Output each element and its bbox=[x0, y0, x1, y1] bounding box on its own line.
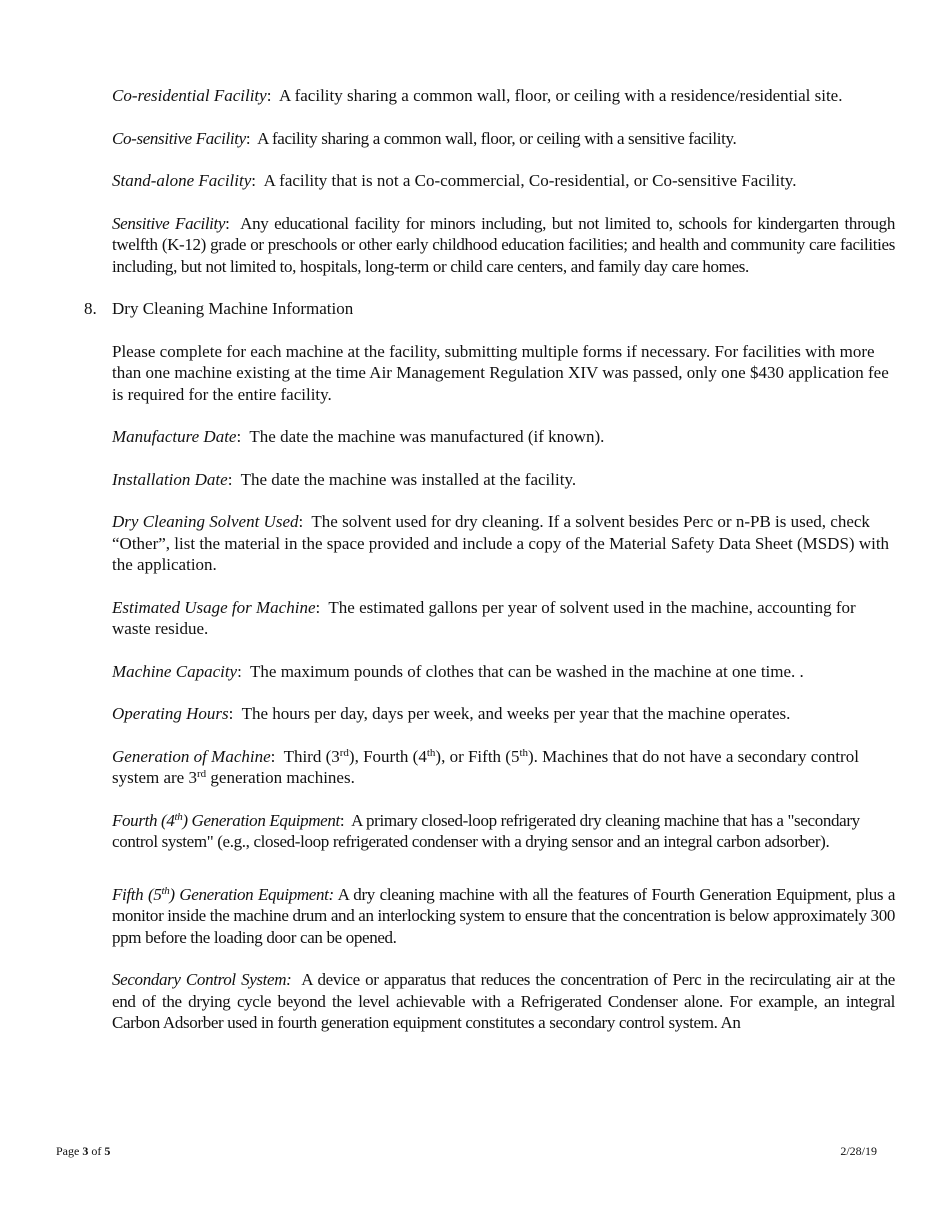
field-term: Installation Date bbox=[112, 469, 228, 489]
field-term-part: Fifth (5 bbox=[112, 884, 162, 904]
field-text: The date the machine was installed at the facility. bbox=[240, 469, 577, 489]
superscript: rd bbox=[339, 746, 349, 759]
field-term: Generation of Machine bbox=[112, 746, 271, 766]
superscript: th bbox=[161, 884, 170, 897]
definition-text: Any educational facility for minors including, but not limited to, schools for kindergarten through twelfth (K-12) grade or preschools or other early childhood education facilities; and health and community care facilities including, but not limited to, hospitals, long-term or child care centers, and family day care homes. bbox=[112, 213, 895, 276]
field-text: The maximum pounds of clothes that can be washed in the machine at one time. . bbox=[250, 661, 804, 681]
section-number: 8. bbox=[84, 299, 97, 318]
superscript: th bbox=[426, 746, 436, 759]
superscript: rd bbox=[196, 768, 207, 780]
field-term bbox=[112, 885, 334, 904]
field-term-part: ) Generation Equipment bbox=[182, 810, 340, 830]
field-text: The date the machine was manufactured (if known). bbox=[249, 427, 605, 446]
field-capacity: Machine Capacity: The maximum pounds of clothes that can be washed in the machine at one time. . bbox=[112, 661, 804, 681]
spacer bbox=[112, 874, 895, 884]
of-word: of bbox=[91, 1144, 102, 1158]
field-text-part: ), Fourth (4 bbox=[348, 746, 427, 766]
definition-stand-alone: Stand-alone Facility: A facility that is not a Co-commercial, Co-residential, or Co-sensitive Facility. bbox=[112, 171, 797, 190]
section-heading bbox=[84, 298, 895, 320]
field-text: A device or apparatus that reduces the concentration of Perc in the recirculating air at the end of the drying cycle beyond the level achievable with a Refrigerated Condenser alone. For example, an integral Carbon Adsorber used in fourth generation equipment constitutes a secondary control system. An bbox=[112, 970, 895, 1032]
field-term: Dry Cleaning Solvent Used bbox=[112, 512, 299, 531]
field-usage: Estimated Usage for Machine: The estimated gallons per year of solvent used in the machine, accounting for waste residue. bbox=[112, 597, 856, 638]
page-number bbox=[56, 1144, 110, 1159]
field-text: A primary closed-loop refrigerated dry cleaning machine that has a "secondary control system" (e.g., closed-loop refrigerated condenser with a drying sensor and an integral carbon adsorber). bbox=[112, 810, 860, 851]
field-generation: Generation of Machine: Third (3rd), Fourth (4th), or Fifth (5th). Machines that do not have a secondary control system are 3rd generation machines. bbox=[112, 746, 859, 787]
field-solvent: Dry Cleaning Solvent Used: The solvent used for dry cleaning. If a solvent besides Perc or n-PB is used, check “Other”, list the material in the space provided and include a copy of the Material Safety Data Sheet (MSDS) with the application. bbox=[112, 512, 890, 574]
field-term-part: ) Generation Equipment: bbox=[169, 884, 334, 904]
field-term bbox=[112, 811, 340, 830]
field-term: Machine Capacity bbox=[112, 661, 238, 681]
field-manufacture-date: Manufacture Date: The date the machine was manufactured (if known). bbox=[112, 427, 605, 446]
definition-co-residential: Co-residential Facility: A facility sharing a common wall, floor, or ceiling with a residence/residential site. bbox=[112, 86, 843, 105]
field-fifth-generation bbox=[112, 884, 895, 949]
field-text-part: Third (3 bbox=[283, 746, 340, 766]
definition-text: A facility sharing a common wall, floor, or ceiling with a sensitive facility. bbox=[257, 128, 737, 148]
page-content bbox=[84, 85, 896, 1055]
field-term: Operating Hours bbox=[112, 704, 229, 723]
field-term-part: Fourth (4 bbox=[112, 810, 175, 830]
section-intro: Please complete for each machine at the facility, submitting multiple forms if necessary. For facilities with more than one machine existing at the time Air Management Regulation XIV was passed, only one $430 application fee is required for the entire facility. bbox=[112, 341, 889, 404]
revision-date: 2/28/19 bbox=[840, 1144, 877, 1158]
field-text-part: ). Machines that do not have a secondary control system are 3 bbox=[112, 746, 859, 787]
total-pages: 5 bbox=[104, 1144, 111, 1158]
field-term: Manufacture Date bbox=[112, 427, 237, 446]
field-hours: Operating Hours: The hours per day, days per week, and weeks per year that the machine operates. bbox=[112, 704, 791, 723]
field-term: Secondary Control System: bbox=[112, 970, 292, 989]
field-text: The estimated gallons per year of solvent used in the machine, accounting for waste residue. bbox=[112, 597, 856, 638]
section-title: Dry Cleaning Machine Information bbox=[112, 299, 354, 318]
field-text-part: ), or Fifth (5 bbox=[435, 746, 520, 766]
field-installation-date: Installation Date: The date the machine was installed at the facility. bbox=[112, 469, 577, 489]
definition-term: Co-residential Facility bbox=[112, 86, 267, 105]
field-term: Estimated Usage for Machine bbox=[112, 597, 316, 617]
definition-term: Sensitive Facility bbox=[112, 213, 226, 233]
definition-term: Stand-alone Facility bbox=[112, 171, 252, 190]
page-word: Page bbox=[56, 1144, 80, 1158]
field-fourth-generation: Fourth (4th) Generation Equipment: A primary closed-loop refrigerated dry cleaning machine that has a "secondary control system" (e.g., closed-loop refrigerated condenser with a drying sensor and an integral carbon adsorber). bbox=[112, 810, 860, 851]
field-text-part: generation machines. bbox=[206, 768, 355, 787]
definition-co-sensitive: Co-sensitive Facility: A facility sharing a common wall, floor, or ceiling with a sensitive facility. bbox=[112, 128, 737, 148]
field-text: The solvent used for dry cleaning. If a solvent besides Perc or n-PB is used, check “Other”, list the material in the space provided and include a copy of the Material Safety Data Sheet (MSDS) with the application. bbox=[112, 512, 890, 574]
definition-text: A facility sharing a common wall, floor, or ceiling with a residence/residential site. bbox=[279, 86, 843, 105]
current-page: 3 bbox=[82, 1144, 89, 1158]
superscript: th bbox=[174, 810, 183, 823]
definition-sensitive: Sensitive Facility: Any educational facility for minors including, but not limited to, schools for kindergarten through twelfth (K-12) grade or preschools or other early childhood education facilities; and health and community care facilities including, but not limited to, hospitals, long-term or child care centers, and family day care homes. bbox=[112, 213, 895, 276]
field-text: A dry cleaning machine with all the features of Fourth Generation Equipment, plus a monitor inside the machine drum and an interlocking system to ensure that the concentration is below approximately 300 ppm before the loading door can be opened. bbox=[112, 884, 896, 947]
field-secondary-control bbox=[112, 969, 895, 1034]
field-text: The hours per day, days per week, and weeks per year that the machine operates. bbox=[241, 704, 791, 723]
definition-text: A facility that is not a Co-commercial, Co-residential, or Co-sensitive Facility. bbox=[263, 171, 797, 190]
definition-term: Co-sensitive Facility bbox=[112, 128, 246, 148]
superscript: th bbox=[519, 746, 529, 759]
